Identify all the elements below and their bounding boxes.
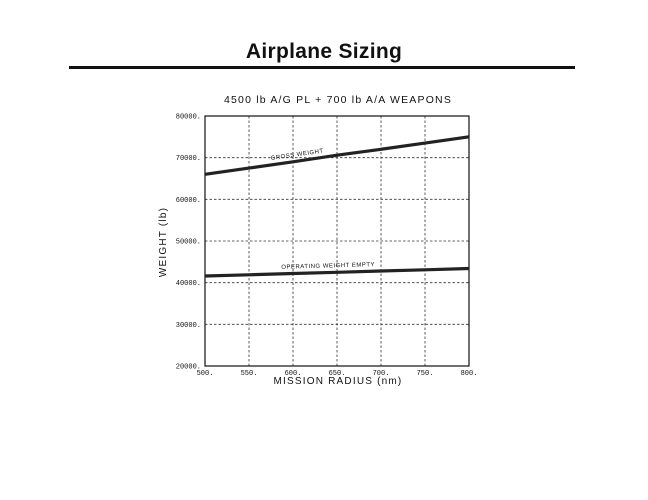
series-line-gross-weight bbox=[205, 137, 469, 175]
y-tick-label: 30000. bbox=[175, 321, 201, 330]
grid-lines bbox=[205, 116, 469, 366]
y-tick-labels bbox=[176, 114, 201, 372]
y-tick-label: 50000. bbox=[175, 238, 201, 247]
y-tick-label: 40000. bbox=[175, 280, 201, 289]
series-label: OPERATING WEIGHT EMPTY bbox=[281, 262, 376, 271]
x-axis-label: MISSION RADIUS (nm) bbox=[273, 376, 403, 387]
y-tick-label: 70000. bbox=[175, 155, 201, 164]
series-labels bbox=[270, 148, 375, 270]
chart-title: 4500 lb A/G PL + 700 lb A/A WEAPONS bbox=[223, 94, 453, 106]
x-tick-label: 500. bbox=[196, 370, 214, 378]
x-tick-label: 750. bbox=[416, 370, 434, 378]
y-axis-label: WEIGHT (lb) bbox=[158, 206, 169, 278]
x-tick-label: 800. bbox=[460, 370, 478, 378]
y-tick-label: 60000. bbox=[175, 196, 201, 205]
series-label: GROSS WEIGHT bbox=[270, 148, 325, 162]
x-tick-label: 650. bbox=[328, 370, 346, 378]
y-tick-label: 20000. bbox=[175, 363, 201, 372]
x-tick-label: 550. bbox=[240, 370, 258, 378]
y-tick-label: 80000. bbox=[175, 113, 201, 122]
x-tick-label: 600. bbox=[284, 370, 302, 378]
x-tick-label: 700. bbox=[372, 370, 390, 378]
page-title: Airplane Sizing bbox=[245, 40, 403, 63]
